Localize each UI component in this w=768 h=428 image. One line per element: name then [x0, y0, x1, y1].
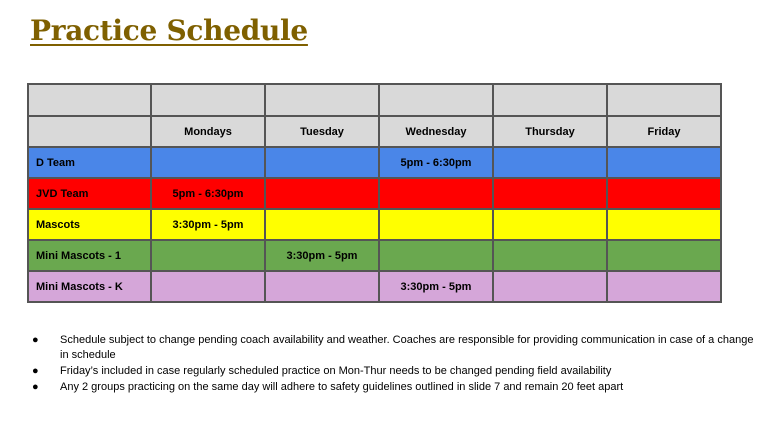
team-name: Mini Mascots - K: [28, 271, 151, 302]
table-cell: [151, 84, 265, 116]
schedule-cell: [151, 240, 265, 271]
schedule-cell: [493, 209, 607, 240]
schedule-cell: [379, 209, 493, 240]
bullet-icon: ●: [32, 381, 39, 393]
team-name: D Team: [28, 147, 151, 178]
table-row: [28, 147, 721, 178]
schedule-cell: [493, 147, 607, 178]
schedule-cell: [493, 271, 607, 302]
table-cell: [607, 84, 721, 116]
column-header-tuesday: Tuesday: [265, 116, 379, 147]
schedule-cell: [265, 147, 379, 178]
schedule-cell: [493, 178, 607, 209]
schedule-cell: [151, 147, 265, 178]
schedule-cell: 5pm - 6:30pm: [379, 147, 493, 178]
column-header-mondays: Mondays: [151, 116, 265, 147]
schedule-cell: [493, 240, 607, 271]
notes-list: [30, 333, 760, 396]
schedule-cell: [379, 240, 493, 271]
table-cell: [265, 84, 379, 116]
team-name: JVD Team: [28, 178, 151, 209]
table-row: [28, 271, 721, 302]
schedule-cell: [265, 178, 379, 209]
table-header-row: [28, 116, 721, 147]
schedule-cell: [607, 240, 721, 271]
note-text: Schedule subject to change pending coach availability and weather. Coaches are responsible for providing communication in case of a change in schedule: [60, 334, 754, 361]
table-cell: [493, 84, 607, 116]
team-name: Mascots: [28, 209, 151, 240]
schedule-cell: [607, 178, 721, 209]
schedule-cell: 3:30pm - 5pm: [379, 271, 493, 302]
column-header-friday: Friday: [607, 116, 721, 147]
list-item: [30, 333, 760, 363]
note-text: Friday’s included in case regularly scheduled practice on Mon-Thur needs to be changed pending field availability: [60, 365, 612, 377]
table-cell: [28, 84, 151, 116]
column-header-thursday: Thursday: [493, 116, 607, 147]
table-row: [28, 178, 721, 209]
schedule-cell: 3:30pm - 5pm: [151, 209, 265, 240]
table-blank-row: [28, 84, 721, 116]
schedule-cell: [151, 271, 265, 302]
list-item: [30, 380, 760, 395]
bullet-icon: ●: [32, 334, 39, 346]
note-text: Any 2 groups practicing on the same day will adhere to safety guidelines outlined in slide 7 and remain 20 feet apart: [60, 381, 624, 393]
schedule-cell: [607, 271, 721, 302]
schedule-table: [27, 83, 722, 303]
schedule-cell: [379, 178, 493, 209]
team-name: Mini Mascots - 1: [28, 240, 151, 271]
table-row: [28, 240, 721, 271]
table-row: [28, 209, 721, 240]
column-header-wednesday: Wednesday: [379, 116, 493, 147]
schedule-cell: [265, 209, 379, 240]
schedule-cell: 3:30pm - 5pm: [265, 240, 379, 271]
schedule-cell: [265, 271, 379, 302]
column-header-team: [28, 116, 151, 147]
schedule-cell: [607, 147, 721, 178]
list-item: [30, 364, 760, 379]
page-title: Practice Schedule: [30, 14, 308, 47]
schedule-cell: [607, 209, 721, 240]
table-cell: [379, 84, 493, 116]
bullet-icon: ●: [32, 365, 39, 377]
schedule-cell: 5pm - 6:30pm: [151, 178, 265, 209]
